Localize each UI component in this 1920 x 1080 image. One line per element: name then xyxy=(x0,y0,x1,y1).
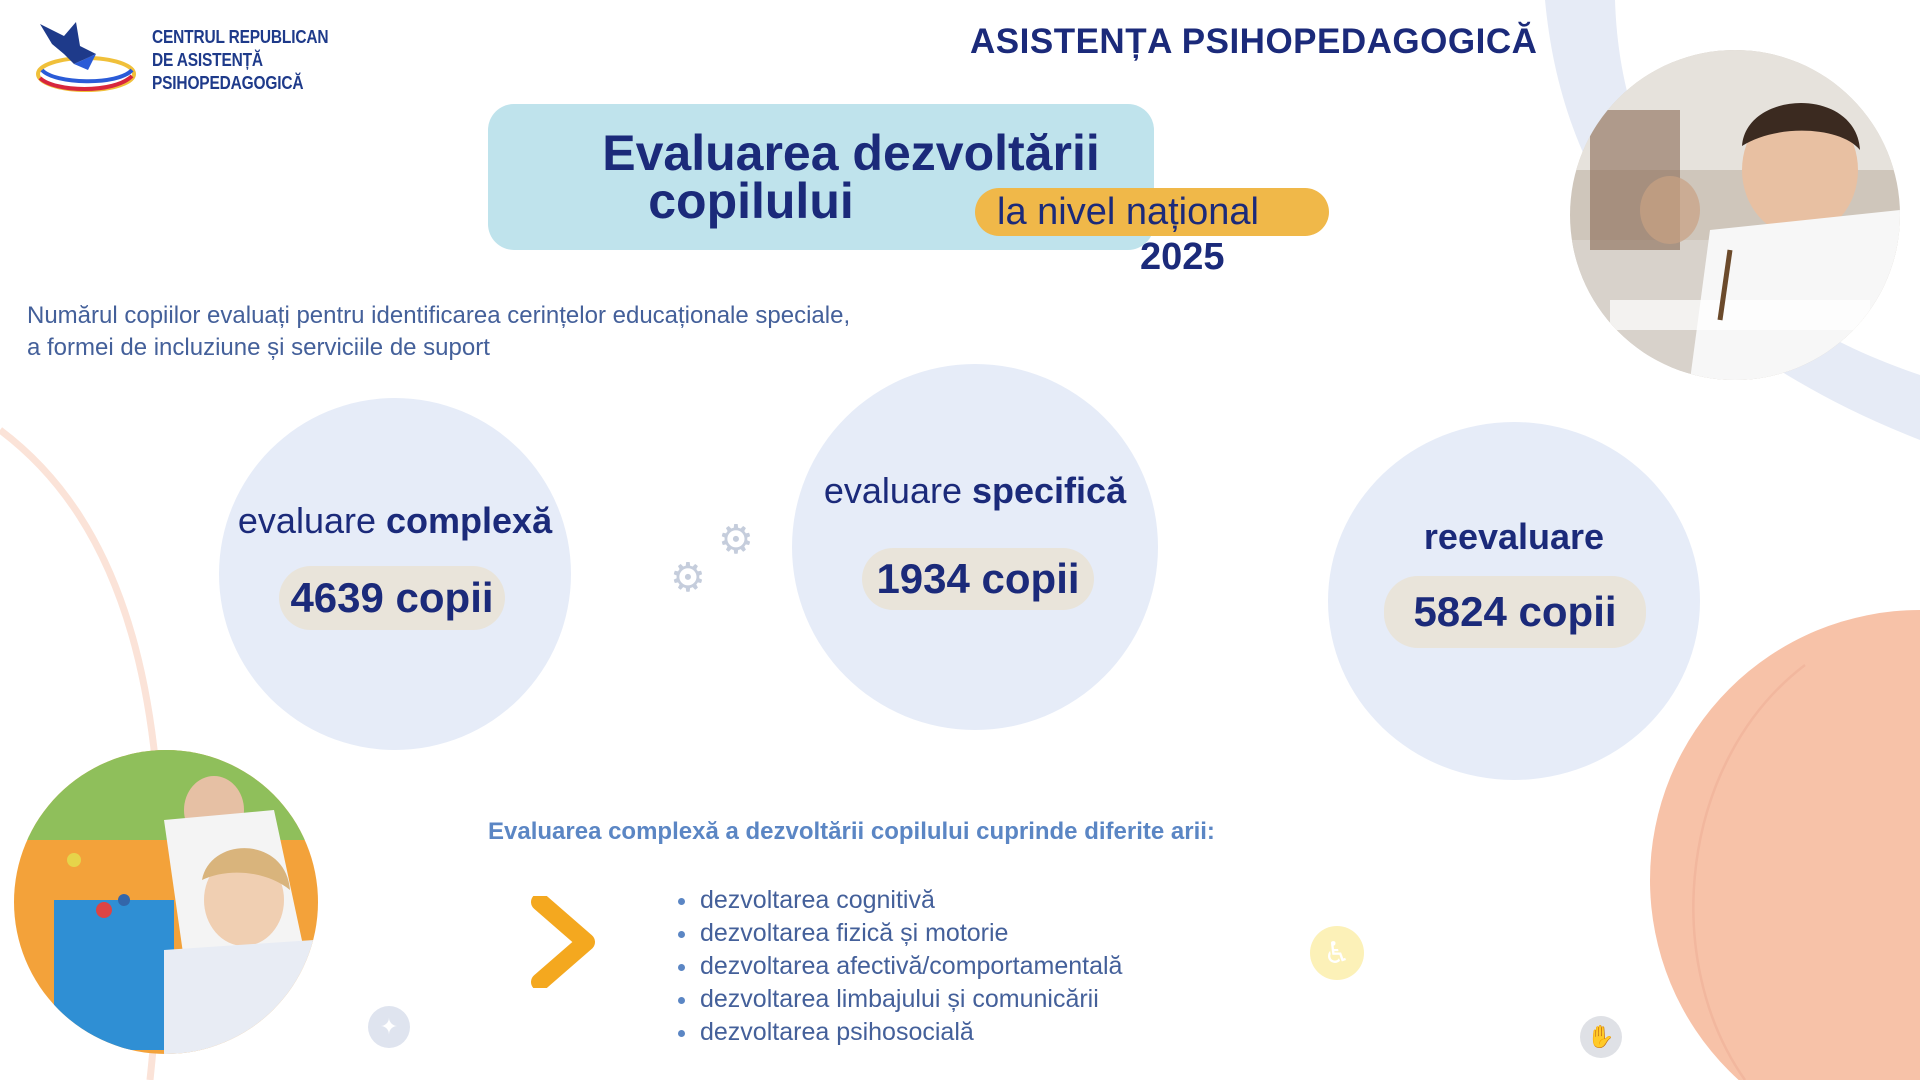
logo-text-line1: CENTRUL REPUBLICAN xyxy=(152,27,329,47)
logo-text-line2: DE ASISTENȚĂ xyxy=(152,50,263,70)
description-line1: Numărul copiilor evaluați pentru identificarea cerințelor educaționale speciale, xyxy=(27,302,851,329)
areas-list xyxy=(676,884,1122,1049)
stat-label-bold: specifică xyxy=(972,470,1127,511)
stat-label-light: evaluare xyxy=(237,500,387,541)
list-item: dezvoltarea limbajului și comunicării xyxy=(676,983,1122,1016)
page-title-line2-text: copilului xyxy=(648,173,854,229)
stat-label-specific xyxy=(792,470,1158,512)
level-badge: la nivel național xyxy=(975,188,1329,236)
description-line2: a formei de incluziune și serviciile de suport xyxy=(27,334,490,361)
list-item: dezvoltarea afectivă/comportamentală xyxy=(676,950,1122,983)
dove-logo-icon xyxy=(34,20,138,98)
stat-label-bold: complexă xyxy=(386,500,553,541)
header-title: ASISTENȚA PSIHOPEDAGOGICĂ xyxy=(970,22,1538,61)
gear-icon: ⚙ xyxy=(670,556,706,600)
stat-label-light: evaluare xyxy=(823,470,972,511)
puzzle-icon: ✦ xyxy=(368,1006,410,1048)
photo-child-playing xyxy=(14,750,318,1054)
chevron-right-icon xyxy=(530,896,600,988)
logo-text-line3: PSIHOPEDAGOGICĂ xyxy=(152,73,304,93)
stat-value-complex: 4639 copii xyxy=(279,566,505,630)
stat-value-specific: 1934 copii xyxy=(862,548,1094,610)
description xyxy=(27,300,927,364)
wheelchair-icon: ♿ xyxy=(1310,926,1364,980)
stat-label-complex xyxy=(219,500,571,542)
stat-value-reevaluation: 5824 copii xyxy=(1384,576,1646,648)
organization-logo xyxy=(34,20,354,100)
photo-child-writing xyxy=(1570,50,1900,380)
stat-label-bold: reevaluare xyxy=(1423,516,1605,557)
list-item: dezvoltarea psihosocială xyxy=(676,1016,1122,1049)
hand-icon: ✋ xyxy=(1580,1016,1622,1058)
stat-circle-specific xyxy=(792,364,1158,730)
gear-icon: ⚙ xyxy=(718,518,754,562)
stat-label-reevaluation xyxy=(1328,516,1700,558)
areas-heading: Evaluarea complexă a dezvoltării copilului cuprinde diferite arii: xyxy=(488,818,1215,845)
list-item: dezvoltarea cognitivă xyxy=(676,884,1122,917)
list-item: dezvoltarea fizică și motorie xyxy=(676,917,1122,950)
year-label: 2025 xyxy=(1140,236,1225,278)
page-title-line1: Evaluarea dezvoltării xyxy=(602,125,1100,181)
